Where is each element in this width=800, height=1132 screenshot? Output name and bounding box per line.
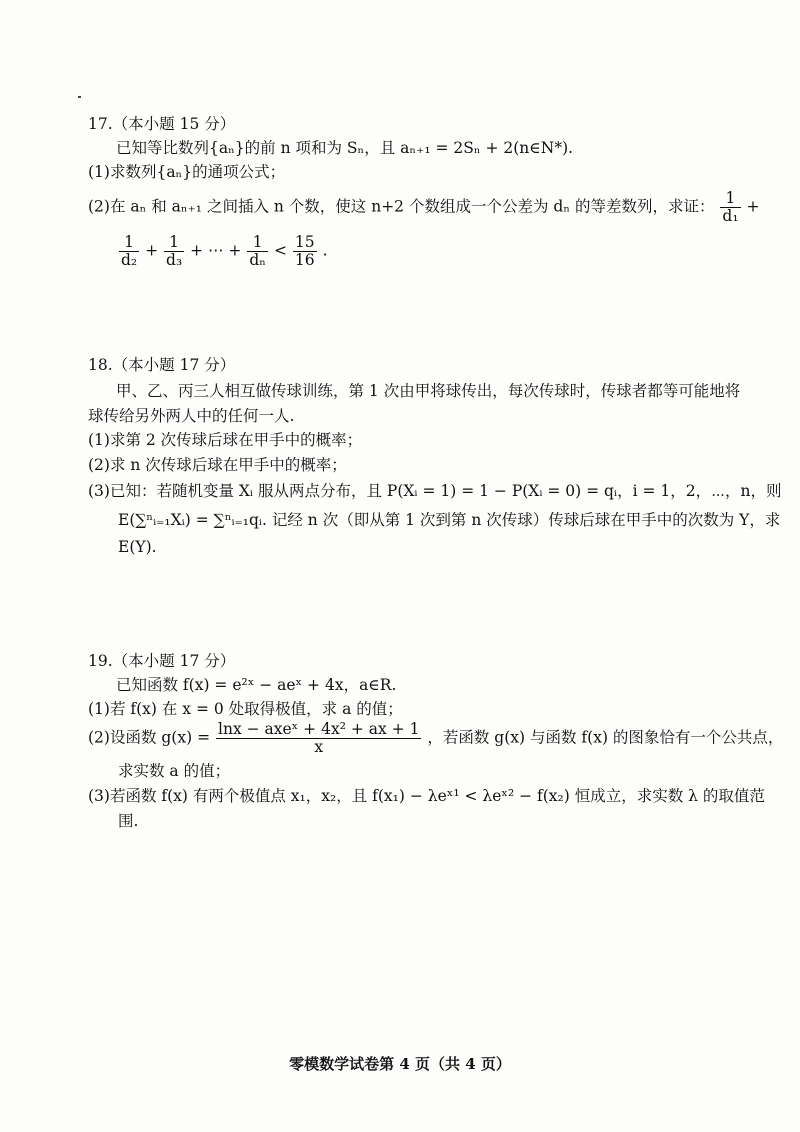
fraction-1-over-d3 [164, 234, 184, 269]
problem-17-intro: 已知等比数列{aₙ}的前 n 项和为 Sₙ，且 aₙ₊₁ = 2Sₙ + 2(n∈N*). [116, 139, 574, 157]
fraction-1-over-d1 [720, 190, 740, 225]
fraction-denominator: d₁ [722, 207, 739, 225]
fraction-numerator: 1 [720, 190, 740, 208]
period: . [322, 241, 328, 260]
plus-sign: + [746, 197, 760, 216]
fraction-denominator: x [314, 738, 324, 756]
problem-19-intro: 已知函数 f(x) = e²ˣ − aeˣ + 4x，a∈R. [116, 676, 397, 694]
problem-18-part3-line1: (3)已知：若随机变量 Xᵢ 服从两点分布，且 P(Xᵢ = 1) = 1 − P(Xᵢ = 0) = qᵢ，i = 1，2，⋯，n，则 [88, 482, 782, 500]
page-footer: 零模数学试卷第 4 页（共 4 页） [289, 1055, 511, 1073]
fraction-denominator: dₙ [249, 251, 267, 269]
problem-18-part2: (2)求 n 次传球后球在甲手中的概率； [88, 456, 347, 474]
fraction-denominator: d₃ [166, 251, 183, 269]
fraction-numerator: 1 [247, 234, 268, 252]
plus-sign: + [145, 241, 159, 260]
fraction-1-over-d2 [119, 234, 139, 269]
less-than-sign: < [273, 241, 287, 260]
problem-17-part2-text: (2)在 aₙ 和 aₙ₊₁ 之间插入 n 个数，使这 n+2 个数组成一个公差为 dₙ 的等差数列，求证： [88, 197, 715, 216]
scan-speck [78, 96, 81, 98]
problem-19-part3-line2: 围. [118, 812, 139, 830]
problem-17-header: 17.（本小题 15 分） [88, 115, 236, 133]
problem-19-part2-prefix: (2)设函数 g(x) = [88, 728, 211, 747]
problem-18-part1: (1)求第 2 次传球后球在甲手中的概率； [88, 431, 363, 449]
problem-19-part3-line1: (3)若函数 f(x) 有两个极值点 x₁，x₂，且 f(x₁) − λeˣ¹ < λeˣ² − f(x₂) 恒成立，求实数 λ 的取值范 [88, 787, 765, 805]
problem-17-part2 [88, 190, 759, 225]
fraction-numerator: lnx − axeˣ + 4x² + ax + 1 [218, 720, 420, 738]
problem-18-header: 18.（本小题 17 分） [88, 356, 236, 374]
problem-18-intro-line2: 球传给另外两人中的任何一人. [88, 407, 295, 425]
fraction-15-over-16 [293, 234, 317, 269]
problem-19-part2-suffix: ，若函数 g(x) 与函数 f(x) 的图象恰有一个公共点， [427, 728, 784, 747]
g-function-fraction [216, 721, 421, 756]
fraction-1-over-dn [247, 234, 268, 269]
fraction-denominator: 16 [294, 251, 315, 269]
ellipsis-sum: + ⋯ + [190, 241, 242, 260]
fraction-denominator: d₂ [121, 251, 138, 269]
fraction-numerator: 15 [294, 233, 315, 251]
fraction-numerator: 1 [119, 234, 139, 252]
problem-18-intro-line1: 甲、乙、丙三人相互做传球训练，第 1 次由甲将球传出，每次传球时，传球者都等可能地将 [116, 382, 741, 400]
problem-19-part2 [88, 721, 783, 756]
problem-19-part1: (1)若 f(x) 在 x = 0 处取得极值，求 a 的值； [88, 700, 403, 718]
problem-19-part2-line2: 求实数 a 的值； [118, 762, 231, 780]
problem-19-header: 19.（本小题 17 分） [88, 652, 236, 670]
problem-18-part3-line3: E(Y). [118, 538, 157, 556]
fraction-numerator: 1 [164, 234, 184, 252]
problem-17-inequality [118, 234, 328, 269]
problem-18-part3-line2: E(∑ⁿᵢ₌₁Xᵢ) = ∑ⁿᵢ₌₁qᵢ. 记经 n 次（即从第 1 次到第 n 次传球）传球后球在甲手中的次数为 Y，求 [118, 511, 781, 529]
problem-17-part1: (1)求数列{aₙ}的通项公式； [88, 163, 286, 181]
